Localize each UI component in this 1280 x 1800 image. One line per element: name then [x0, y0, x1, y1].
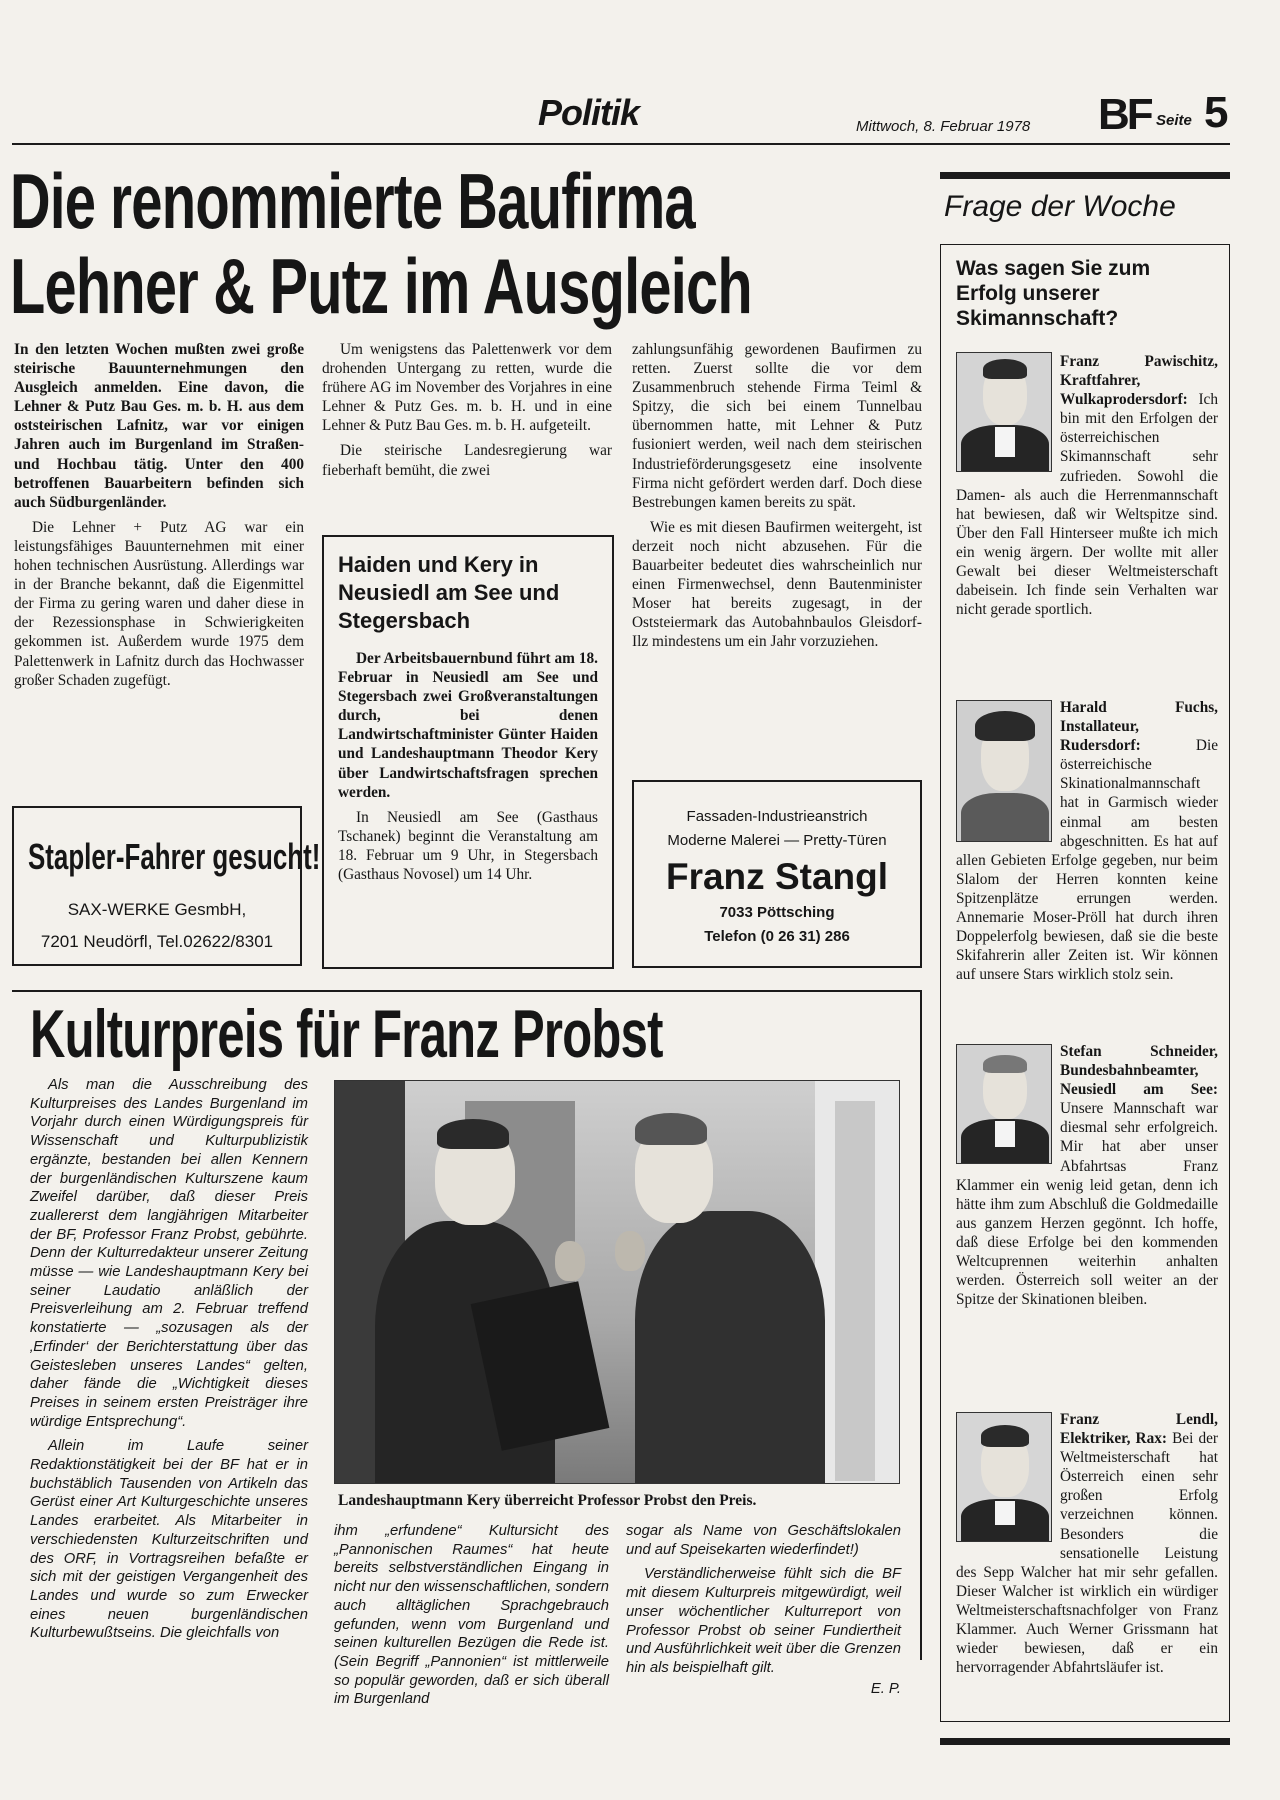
award-photo-caption: Landeshauptmann Kery überreicht Professor Probst den Preis. — [338, 1492, 757, 1509]
answer-text: Die österreichische Skinationalmannschaft hat in Garmisch wieder einmal am besten abgeschnitten. Es hat auf allen Gebieten Erfolge gegeben, nur beim Slalom der Herren konnten keine Spitzenplätze errungen werden. Annemarie Moser-Pröll hat durch ihren Doppelerfolg bewiesen, daß sie die beste Skifahrerin aller Zeiten ist. Wir können auf unsere Stars wirklich stolz sein. — [956, 737, 1218, 984]
haiden-kery-title: Haiden und Kery in Neusiedl am See und Stegersbach — [338, 552, 560, 633]
frage-top-rule — [940, 172, 1230, 179]
stangl-ad — [632, 780, 922, 968]
lead-column-3 — [632, 340, 922, 658]
kultur-paragraph: sogar als Name von Geschäftslokalen und auf Speisekarten wiederfindet!) — [626, 1523, 901, 1558]
stapler-ad — [12, 806, 321, 966]
frage-bottom-rule — [940, 1738, 1230, 1745]
answer-name: Franz Pawischitz, Kraftfahrer, Wulkaprodersdorf: — [1060, 353, 1218, 409]
answer-text: Ich bin mit den Erfolgen der österreichischen Skimannschaft sehr zufrieden. Sowohl die Damen- als auch die Herrenmannschaft hat bewiesen, daß wir Weltspitze sind. Über den Fall Hinterseer mußte ich mich ein wenig ärgern. Der wollte mit aller Gewalt bei dieser Weltmeisterschaft dabeisein. Ich finde sein Verhalten war nicht gerade sportlich. — [956, 391, 1218, 619]
award-photo — [334, 1080, 900, 1484]
section-title: Politik — [538, 92, 640, 133]
lead-paragraph: Wie es mit diesen Baufirmen weitergeht, ist derzeit noch nicht abzusehen. Für die Bauarbeiter bedeutet dies wahrscheinlich nur einen Firmenwechsel, denn Bautenminister Moser hat bereits zugesagt, in der Oststeiermark das Autobahnbaulos Gleisdorf-Ilz mindestens um ein Jahr vorzuziehen. — [632, 518, 922, 651]
stangl-ad-name: Franz Stangl — [665, 856, 889, 897]
lead-paragraph: Die steirische Landesregierung war fieberhaft bemüht, die zwei — [322, 442, 612, 479]
lead-column-1 — [14, 340, 304, 696]
lead-column-2 — [322, 340, 612, 486]
kultur-frame-right — [920, 990, 922, 1660]
answer-name: Franz Lendl, Elektriker, Rax: — [1060, 1411, 1218, 1448]
lead-headline-line2: Lehner & Putz im Ausgleich — [10, 242, 752, 330]
lead-headline-line1: Die renommierte Baufirma — [10, 157, 695, 245]
masthead-rule — [12, 143, 1230, 145]
answer-fuchs — [956, 698, 1218, 984]
kultur-paragraph: Allein im Laufe seiner Redaktionstätigkeit bei der BF hat er in buchstäblich Tausenden von Artikeln das Gerüst einer Art Kulturgeschichte unseres Landes erarbeitet. Als Mitarbeiter in verschiedensten Kulturzeitschriften und des ORF, in Vortragsreihen befaßte er sich mit der geistigen Vergangenheit des Landes und wurde so zum Erwecker eines neuen burgenländischen Kulturbewußtseins. Die gleichfalls von — [30, 1438, 308, 1642]
stapler-ad-address: 7201 Neudörfl, Tel.02622/8301 — [40, 932, 274, 951]
kultur-column-3 — [626, 1522, 901, 1698]
stangl-ad-line2: Moderne Malerei — Pretty-Türen — [667, 832, 887, 849]
kultur-signature: E. P. — [870, 1680, 901, 1697]
answer-name: Harald Fuchs, Installateur, Rudersdorf: — [1060, 699, 1218, 755]
haiden-kery-box — [322, 535, 614, 969]
stangl-ad-line1: Fassaden-Industrieanstrich — [686, 808, 868, 825]
answer-name: Stefan Schneider, Bundesbahnbeamter, Neusiedl am See: — [1060, 1043, 1218, 1099]
stapler-ad-headline: Stapler-Fahrer gesucht! — [28, 836, 321, 877]
stapler-ad-company: SAX-WERKE GesmbH, — [67, 900, 247, 919]
haiden-kery-lead: Der Arbeitsbauernbund führt am 18. Februar in Neusiedl am See und Stegersbach zwei Großveranstaltungen durch, bei denen Landwirtschaftminister Günter Haiden und Landeshauptmann Theodor Kery über Landwirtschaftsfragen sprechen werden. — [338, 650, 598, 801]
kultur-paragraph: Als man die Ausschreibung des Kulturpreises des Landes Burgenland im Vorjahr durch einen Würdigungspreis für Wissenschaft und Kulturpublizistik ergänzte, bestanden bei allen Kennern der burgenländischen Kulturszene kaum Zweifel darüber, daß dieser Preis zuallererst dem langjährigen Mitarbeiter der BF, Professor Franz Probst, gebührte. Denn der Kulturredakteur unserer Zeitung müsse — wie Landeshauptmann Kery bei seiner Laudatio anläßlich der Preisverleihung am 2. Februar treffend konstatierte — „sozusagen als der ‚Erfinder‘ der Berichterstattung über das Geistesleben unseres Landes“ gelten, daher fände die „Wichtigkeit dieses Preises in seinem ersten Preisträger ihre würdige Entsprechung“. — [30, 1077, 308, 1430]
kultur-headline: Kulturpreis für Franz Probst — [30, 996, 663, 1072]
answer-text: Unsere Mannschaft war diesmal sehr erfolgreich. Mir hat aber unser Abfahrtsas Franz Klammer ein wenig leid getan, denn ich hätte ihm zum Abschluß die Goldmedaille aus ganzem Herzen gegönnt. Ich hoffe, daß diese Erfolge bei den kommenden Weltcuprennen weiterhin anhalten werden. Österreich soll weiter an der Spitze der Skinationen bleiben. — [956, 1100, 1218, 1309]
answer-lendl — [956, 1410, 1218, 1677]
haiden-kery-text: In Neusiedl am See (Gasthaus Tschanek) beginnt die Veranstaltung am 18. Februar um 9 Uhr, in Stegersbach (Gasthaus Novosel) um 14 Uhr. — [338, 808, 598, 884]
answer-schneider — [956, 1042, 1218, 1309]
answer-pawischitz — [956, 352, 1218, 619]
lead-paragraph: Die Lehner + Putz AG war ein leistungsfähiges Bauunternehmen mit einer hohen technischen Ausrüstung. Allerdings war in der Branche bekannt, daß die Eigenmittel der Firma zu gering waren und daher diese in der Rezessionsphase in Schwierigkeiten gekommen ist. Außerdem wurde 1975 dem Palettenwerk in Lafnitz durch das Hochwasser großer Schaden zugefügt. — [14, 518, 304, 689]
stangl-ad-place: 7033 Pöttsching — [719, 904, 835, 921]
lead-intro: In den letzten Wochen mußten zwei große steirische Bauunternehmungen den Ausgleich anmelden. Eine davon, die Lehner & Putz Bau Ges. m. b. H. aus dem oststeirischen Lafnitz, war vor einigen Jahren auch im Burgenland im Straßen- und Hochbau tätig. Unter den 400 betroffenen Bauarbeitern befinden sich auch Südburgenländer. — [14, 341, 304, 511]
kultur-frame-rule — [12, 990, 922, 992]
answer-text: Bei der Weltmeisterschaft hat Österreich einen sehr großen Erfolg verzeichnen können. Besonders die sensationelle Leistung des Sepp Walcher hat mir sehr gefallen. Dieser Walcher ist wirklich ein würdiger Weltmeisterschaftsnachfolger von Franz Klammer. Auch Werner Grissmann hat wieder bewiesen, daß er ein hervorragender Abfahrtsläufer ist. — [956, 1430, 1219, 1677]
frage-heading: Frage der Woche — [944, 190, 1176, 223]
kultur-column-1 — [30, 1076, 308, 1649]
stangl-ad-phone: Telefon (0 26 31) 286 — [704, 928, 850, 945]
page-word: Seite — [1156, 112, 1192, 129]
brand-logo: BF — [1098, 90, 1151, 139]
lead-paragraph: zahlungsunfähig gewordenen Baufirmen zu retten. Zuerst sollte die vor dem Zusammenbruch stehende Firma Teiml & Spitzy, die sich bei einem Tunnelbau übernommen hatte, mit Lehner & Putz fusioniert werden, weil nach dem steirischen Industrieförderungsgesetz eine insolvente Firma nicht gefördert werden darf. Doch diese Bestrebungen kamen bereits zu spät. — [632, 341, 922, 511]
issue-date: Mittwoch, 8. Februar 1978 — [856, 118, 1031, 135]
page-number: 5 — [1204, 88, 1229, 137]
kultur-paragraph: ihm „erfundene“ Kultursicht des „Pannonischen Raumes“ hat heute bereits selbstverständlichen Eingang in nicht nur den wissenschaftlichen, sondern auch alltäglichen Sprachgebrauch gefunden, wenn vom Burgenland und seinen kulturellen Bezügen die Rede ist. (Sein Begriff „Pannonien“ ist mittlerweile so populär geworden, daß er sich überall im Burgenland — [334, 1523, 609, 1708]
kultur-paragraph: Verständlicherweise fühlt sich die BF mit diesem Kulturpreis mitgewürdigt, weil unser wöchentlicher Kulturreport von Professor Probst ob seiner Fundiertheit und Ausführlichkeit weit über die Grenzen hin als beispielhaft gilt. — [626, 1566, 901, 1676]
kultur-column-2 — [334, 1522, 609, 1715]
lead-paragraph: Um wenigstens das Palettenwerk vor dem drohenden Untergang zu retten, wurde die frühere AG im November des Vorjahres in eine Lehner & Putz Ges. m. b. H. und in eine Lehner & Putz Bau Ges. m. b. H. aufgeteilt. — [322, 341, 612, 435]
frage-question: Was sagen Sie zum Erfolg unserer Skimannschaft? — [956, 257, 1151, 330]
